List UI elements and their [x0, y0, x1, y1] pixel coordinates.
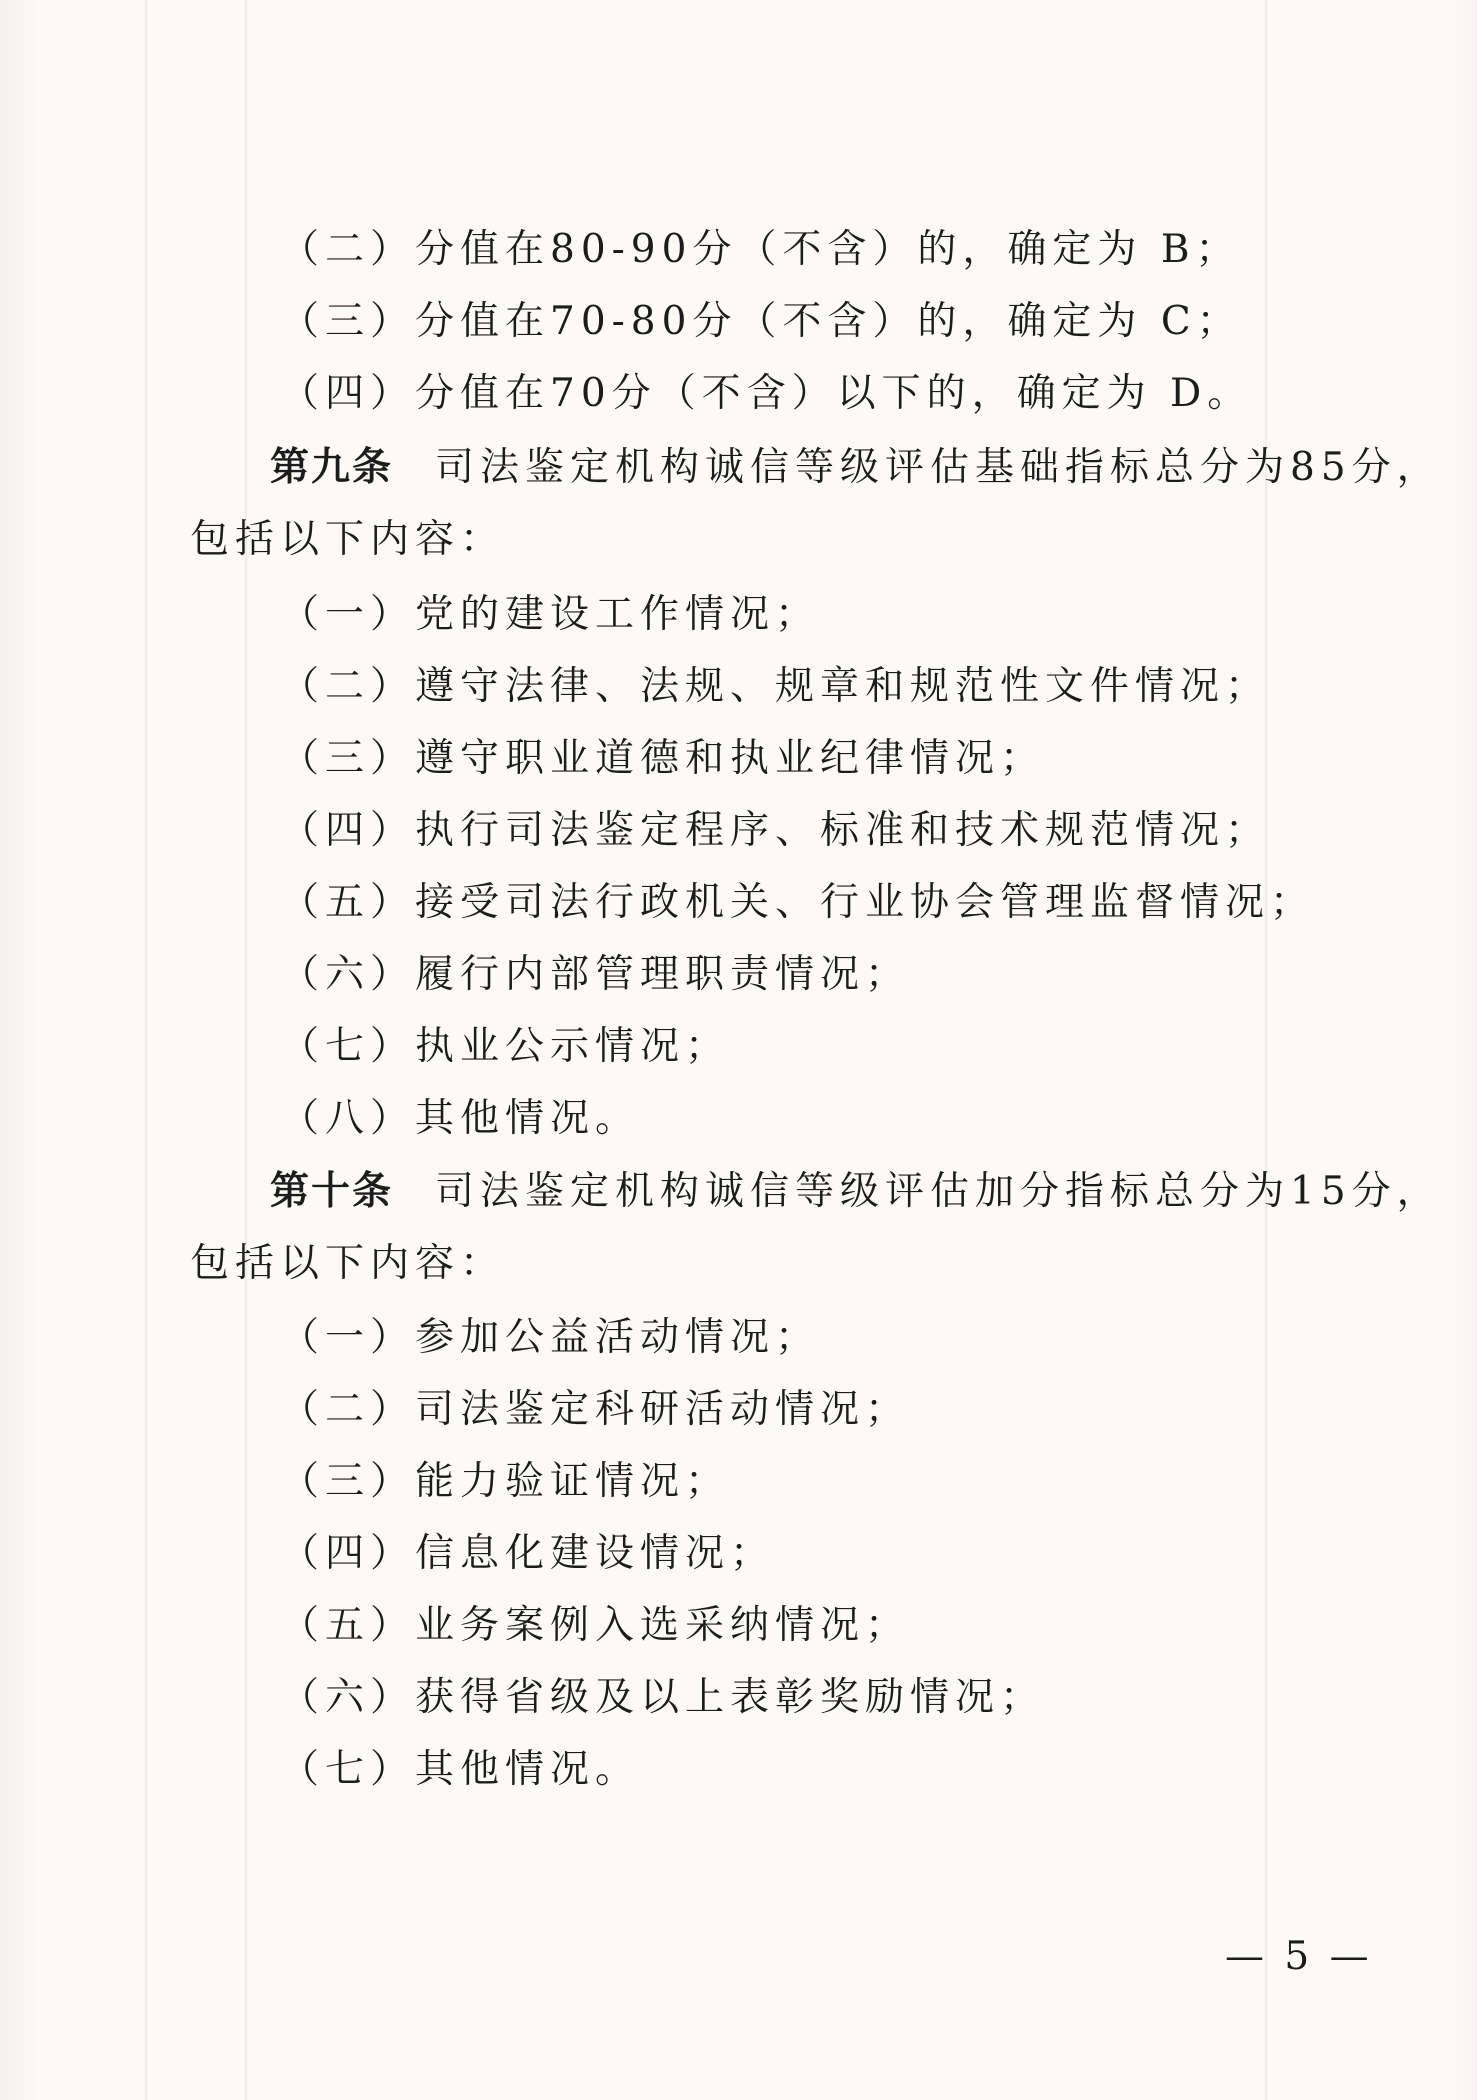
article-9-item: （七）执业公示情况；: [280, 1024, 731, 1069]
scan-fold-line: [1265, 0, 1267, 2100]
article-10-item: （四）信息化建设情况；: [280, 1531, 776, 1576]
article-9-item: （一）党的建设工作情况；: [280, 592, 821, 637]
scan-fold-line: [245, 0, 247, 2100]
grade-c-line: （三）分值在70-80分（不含）的，确定为 C；: [280, 299, 1242, 344]
article-10-item: （六）获得省级及以上表彰奖励情况；: [280, 1675, 1046, 1720]
grade-b-line: （二）分值在80-90分（不含）的，确定为 B；: [280, 227, 1241, 272]
article-9-item: （六）履行内部管理职责情况；: [280, 952, 911, 997]
article-10-item: （三）能力验证情况；: [280, 1459, 731, 1504]
article-9-number: 第九条: [270, 445, 394, 490]
grade-d-line: （四）分值在70分（不含）以下的，确定为 D。: [280, 371, 1253, 416]
article-10-heading: [270, 1167, 1442, 1217]
article-9-item: （二）遵守法律、法规、规章和规范性文件情况；: [280, 664, 1271, 709]
scan-fold-line: [145, 0, 147, 2100]
article-9-item: （八）其他情况。: [280, 1096, 641, 1141]
article-10-item: （二）司法鉴定科研活动情况；: [280, 1387, 911, 1432]
article-9-item: （四）执行司法鉴定程序、标准和技术规范情况；: [280, 808, 1271, 853]
article-9-heading: [270, 443, 1442, 493]
page-number: — 5 —: [1225, 1934, 1373, 1979]
article-10-item: （五）业务案例入选采纳情况；: [280, 1603, 911, 1648]
article-10-item: （七）其他情况。: [280, 1747, 641, 1792]
article-10-item: （一）参加公益活动情况；: [280, 1315, 821, 1360]
article-10-continuation: 包括以下内容：: [190, 1241, 506, 1286]
article-9-item: （三）遵守职业道德和执业纪律情况；: [280, 736, 1046, 781]
article-9-text: 司法鉴定机构诚信等级评估基础指标总分为85分，: [435, 445, 1442, 490]
article-10-text: 司法鉴定机构诚信等级评估加分指标总分为15分，: [435, 1169, 1442, 1214]
article-9-item: （五）接受司法行政机关、行业协会管理监督情况；: [280, 880, 1316, 925]
article-9-continuation: 包括以下内容：: [190, 517, 506, 562]
article-10-number: 第十条: [270, 1169, 394, 1214]
